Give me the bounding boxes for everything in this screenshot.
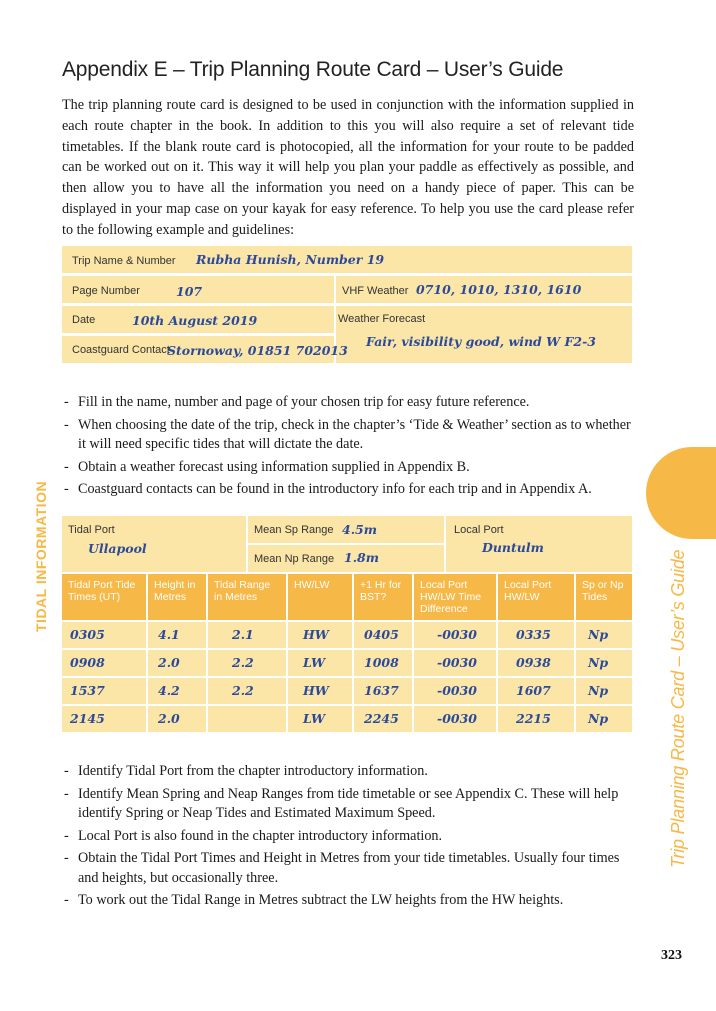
header-bst: +1 Hr for BST? — [354, 574, 412, 620]
tidal-port-label: Tidal Port — [68, 524, 115, 536]
table-cell-value: 0938 — [516, 655, 551, 670]
table-cell-value: 1607 — [516, 683, 551, 698]
table-cell-value: Np — [588, 655, 609, 670]
table-cell-value: HW — [303, 683, 329, 698]
forecast-value: Fair, visibility good, wind W F2-3 — [366, 334, 596, 349]
date-label: Date — [72, 314, 96, 326]
list-item: - Identify Mean Spring and Neap Ranges from tide timetable or see Appendix C. These will help identify Spring or Neap Tides and Estimated Maximum Speed. — [62, 785, 634, 824]
mean-np-label: Mean Np Range — [254, 553, 335, 565]
coastguard-label: Coastguard Contact — [72, 344, 170, 356]
header-tidal-range: Tidal Range in Metres — [208, 574, 286, 620]
date-value: 10th August 2019 — [132, 313, 258, 328]
table-cell-value: 2.2 — [232, 655, 254, 670]
list-item: - When choosing the date of the trip, check in the chapter’s ‘Tide & Weather’ section as to whether it will need specific tides that will dictate the date. — [62, 416, 634, 455]
tidal-guidelines-list — [62, 762, 634, 914]
table-cell-value: -0030 — [437, 655, 477, 670]
forecast-label: Weather Forecast — [338, 313, 426, 325]
trip-name-value: Rubha Hunish, Number 19 — [196, 252, 385, 267]
tidal-information-side-label: TIDAL INFORMATION — [33, 480, 49, 632]
list-item: - Obtain a weather forecast using information supplied in Appendix B. — [62, 458, 634, 478]
header-height: Height in Metres — [148, 574, 206, 620]
card-guidelines-list — [62, 393, 634, 503]
table-cell-value: LW — [303, 711, 325, 726]
table-cell-value: 0335 — [516, 627, 551, 642]
page-title: Appendix E – Trip Planning Route Card – User’s Guide — [62, 58, 564, 81]
header-sp-np: Sp or Np Tides — [576, 574, 632, 620]
table-cell-value: 0405 — [364, 627, 399, 642]
local-port-value: Duntulm — [482, 540, 544, 555]
page-number-label: Page Number — [72, 285, 140, 297]
header-local-time-difference: Local Port HW/LW Time Difference — [414, 574, 496, 620]
page-number-value: 107 — [176, 284, 203, 299]
header-local-port-hw-lw: Local Port HW/LW — [498, 574, 574, 620]
mean-np-value: 1.8m — [344, 550, 379, 565]
coastguard-value: Stornoway, 01851 702013 — [167, 343, 348, 358]
list-item: - Local Port is also found in the chapter introductory information. — [62, 827, 634, 847]
tidal-port-value: Ullapool — [88, 541, 147, 556]
intro-paragraph: The trip planning route card is designed to be used in conjunction with the information supplied in each route chapter in the book. In addition to this you will also require a set of relevant tide timetables. If the blank route card is photocopied, all the information for your route to be padded can be worked out on it. This way it will help you plan your paddle as effectively as possible, and then allow you to have all the information you need on a handy piece of paper. This can be displayed in your map case on your kayak for easy reference. To help you use the card please refer to the following example and guidelines: — [62, 97, 634, 238]
header-tidal-port-times: Tidal Port Tide Times (UT) — [62, 574, 146, 620]
table-cell-value: 2.1 — [232, 627, 254, 642]
table-cell-value: 2215 — [516, 711, 551, 726]
chapter-tab — [646, 447, 716, 539]
table-cell-value: 2.0 — [158, 655, 180, 670]
table-cell-value: 2245 — [364, 711, 399, 726]
table-cell-value: 1008 — [364, 655, 399, 670]
table-cell — [208, 706, 286, 732]
table-cell-value: 2.0 — [158, 711, 180, 726]
mean-sp-value: 4.5m — [342, 522, 377, 537]
table-cell-value: 4.1 — [158, 627, 180, 642]
table-cell-value: LW — [303, 655, 325, 670]
page-number: 323 — [661, 948, 682, 963]
table-cell-value: 0908 — [70, 655, 105, 670]
trip-name-label: Trip Name & Number — [72, 255, 176, 267]
list-item: - To work out the Tidal Range in Metres subtract the LW heights from the HW heights. — [62, 891, 634, 911]
table-cell-value: 4.2 — [158, 683, 180, 698]
vhf-label: VHF Weather — [342, 285, 409, 297]
table-cell-value: 2.2 — [232, 683, 254, 698]
mean-sp-label: Mean Sp Range — [254, 524, 334, 536]
table-cell-value: 1537 — [70, 683, 105, 698]
list-item: - Coastguard contacts can be found in the introductory info for each trip and in Appendix A. — [62, 480, 634, 500]
side-title: Trip Planning Route Card – User’s Guide — [668, 549, 688, 868]
table-cell-value: 2145 — [70, 711, 105, 726]
table-cell-value: 1637 — [364, 683, 399, 698]
list-item: - Obtain the Tidal Port Times and Height in Metres from your tide timetables. Usually four times and heights, but occasionally three. — [62, 849, 634, 888]
list-item: - Fill in the name, number and page of your chosen trip for easy future reference. — [62, 393, 634, 413]
table-cell-value: Np — [588, 683, 609, 698]
header-hw-lw: HW/LW — [288, 574, 352, 620]
table-cell-value: Np — [588, 711, 609, 726]
table-cell-value: Np — [588, 627, 609, 642]
table-cell-value: -0030 — [437, 711, 477, 726]
list-item: - Identify Tidal Port from the chapter introductory information. — [62, 762, 634, 782]
vhf-value: 0710, 1010, 1310, 1610 — [416, 282, 582, 297]
table-cell-value: -0030 — [437, 683, 477, 698]
local-port-label: Local Port — [454, 524, 504, 536]
table-cell-value: 0305 — [70, 627, 105, 642]
table-cell-value: HW — [303, 627, 329, 642]
table-cell-value: -0030 — [437, 627, 477, 642]
